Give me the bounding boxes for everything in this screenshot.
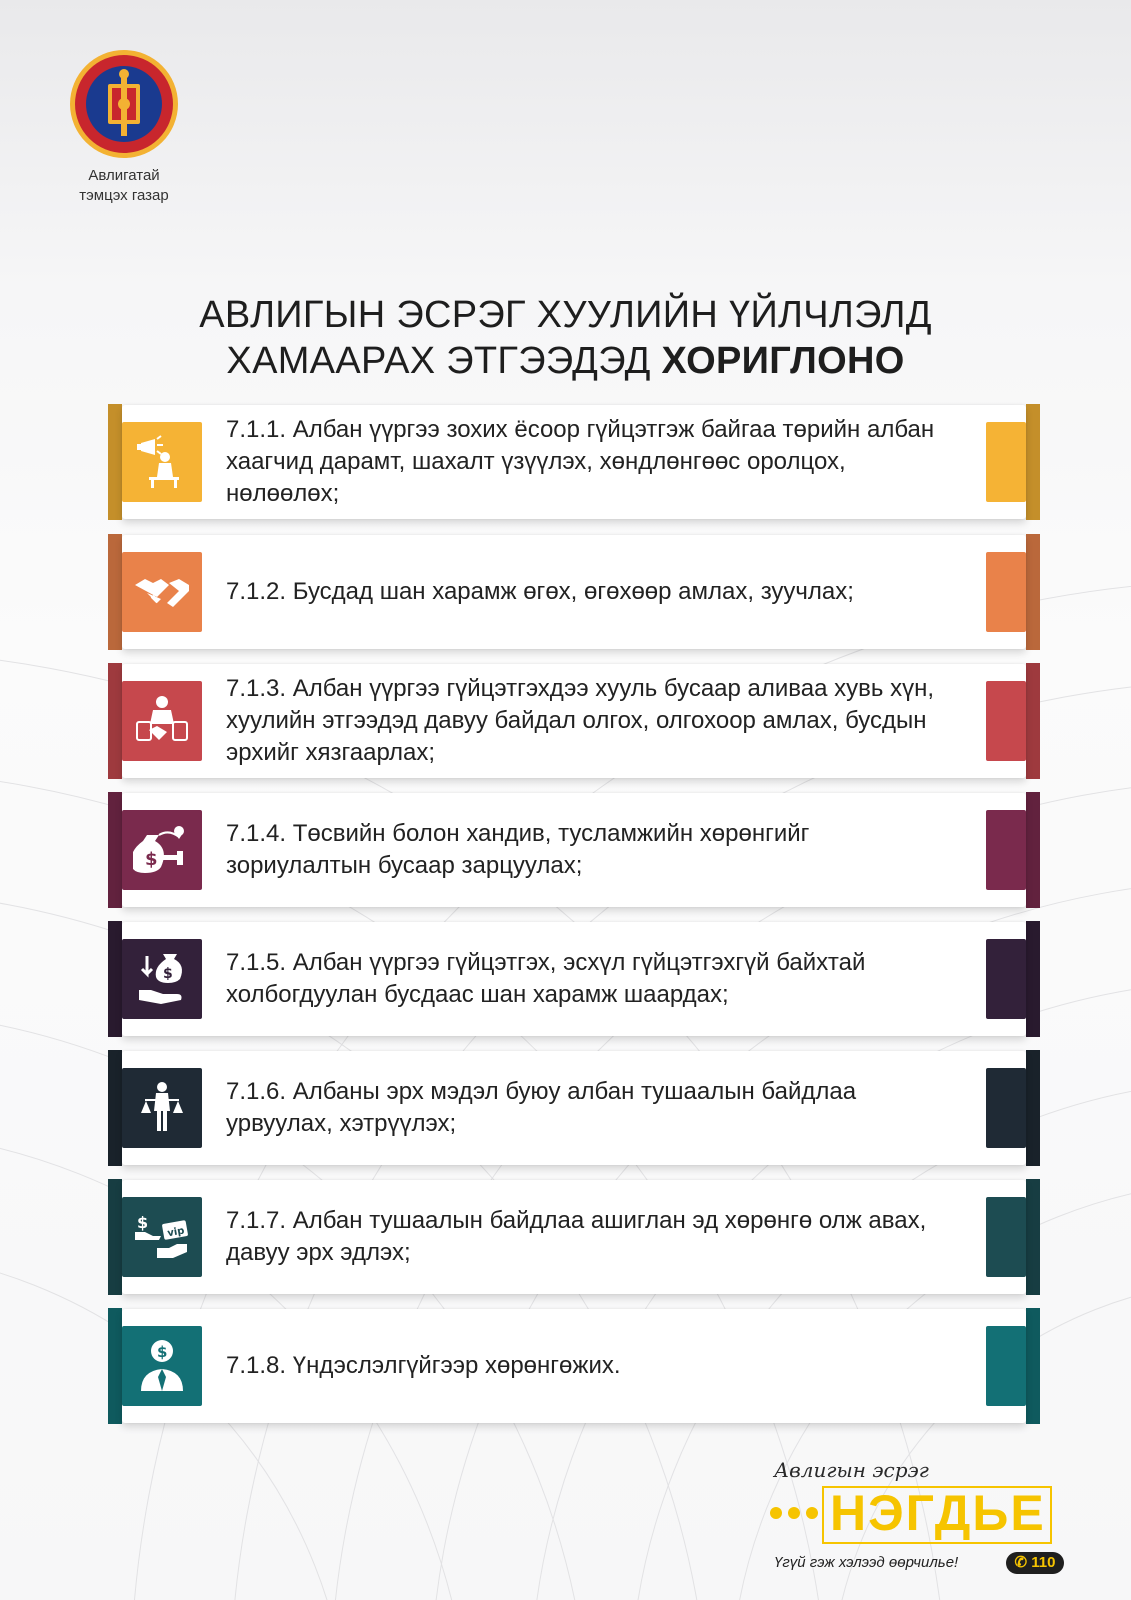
ribbon-left	[108, 792, 122, 908]
list-item	[108, 1309, 1040, 1423]
item-card	[122, 793, 1026, 907]
item-end-box	[986, 1326, 1026, 1406]
organization-name-line1: Авлигатай	[88, 167, 160, 184]
item-card	[122, 1180, 1026, 1294]
ribbon-left	[108, 663, 122, 779]
ribbon-right	[1026, 1050, 1040, 1166]
item-end-box	[986, 422, 1026, 502]
title-line2-regular: ХАМААРАХ ЭТГЭЭДЭД	[226, 340, 651, 382]
ribbon-left	[108, 1179, 122, 1295]
item-end-box	[986, 1197, 1026, 1277]
ribbon-left	[108, 921, 122, 1037]
brand-word: НЭГДЬЕ	[830, 1485, 1046, 1541]
item-icon-box	[122, 1326, 202, 1406]
ribbon-right	[1026, 404, 1040, 520]
ribbon-right	[1026, 663, 1040, 779]
ribbon-left	[108, 1050, 122, 1166]
ribbon-right	[1026, 792, 1040, 908]
organization-name	[64, 166, 184, 206]
item-card	[122, 535, 1026, 649]
title-line2	[0, 338, 1131, 384]
item-icon-box	[122, 939, 202, 1019]
hotline-badge	[1006, 1552, 1064, 1574]
item-icon-box	[122, 1068, 202, 1148]
money-bag-icon	[133, 821, 191, 879]
page-title	[0, 292, 1131, 384]
item-text: 7.1.3. Албан үүргээ гүйцэтгэхдээ хууль бусаар аливаа хувь хүн, хуулийн этгээдэд давуу байдал олгох, олгохоор амлах, бусдын эрхийг хязгаарлах;	[226, 675, 934, 766]
organization-logo	[64, 48, 184, 206]
item-end-box	[986, 1068, 1026, 1148]
ribbon-left	[108, 1308, 122, 1424]
item-text: 7.1.4. Төсвийн болон хандив, тусламжийн хөрөнгийг зориулалтын бусаар зарцуулах;	[226, 820, 810, 879]
handshake-icon	[133, 563, 191, 621]
item-text: 7.1.8. Үндэслэлгүйгээр хөрөнгөжих.	[226, 1352, 621, 1379]
title-line1: АВЛИГЫН ЭСРЭГ ХУУЛИЙН ҮЙЛЧЛЭЛД	[199, 294, 932, 336]
item-text: 7.1.2. Бусдад шан харамж өгөх, өгөхөөр амлах, зуучлах;	[226, 578, 854, 605]
item-icon-box	[122, 681, 202, 761]
item-icon-box	[122, 422, 202, 502]
organization-name-line2: тэмцэх газар	[79, 187, 169, 204]
bribe-demand-icon	[133, 950, 191, 1008]
list-item	[108, 793, 1040, 907]
item-end-box	[986, 552, 1026, 632]
svg-text:$: $	[157, 1343, 168, 1361]
campaign-brand	[770, 1458, 1070, 1578]
item-text: 7.1.7. Албан тушаалын байдлаа ашиглан эд хөрөнгө олж авах, давуу эрх эдлэх;	[226, 1207, 927, 1266]
item-text: 7.1.6. Албаны эрх мэдэл буюу албан тушаалын байдлаа урвуулах, хэтрүүлэх;	[226, 1078, 857, 1137]
ribbon-right	[1026, 1308, 1040, 1424]
item-text: 7.1.5. Албан үүргээ гүйцэтгэх, эсхүл гүйцэтгэхгүй байхтай холбогдуулан бусдаас шан харамж шаардах;	[226, 949, 866, 1008]
list-item	[108, 1051, 1040, 1165]
pressure-icon	[133, 433, 191, 491]
ribbon-left	[108, 534, 122, 650]
item-end-box	[986, 681, 1026, 761]
vip-icon	[133, 1208, 191, 1266]
svg-text:$: $	[145, 849, 158, 870]
item-end-box	[986, 939, 1026, 1019]
item-card	[122, 1051, 1026, 1165]
item-end-box	[986, 810, 1026, 890]
ribbon-right	[1026, 534, 1040, 650]
item-card	[122, 664, 1026, 778]
wealth-icon	[133, 1337, 191, 1395]
svg-text:$: $	[137, 1213, 149, 1232]
item-icon-box	[122, 1197, 202, 1277]
svg-text:$: $	[163, 966, 173, 982]
item-card	[122, 922, 1026, 1036]
scales-icon	[133, 1079, 191, 1137]
ribbon-right	[1026, 921, 1040, 1037]
brand-script: Авлигын эсрэг	[774, 1458, 929, 1482]
svg-text:vip: vip	[166, 1225, 186, 1240]
brand-slogan: Үгүй гэж хэлээд өөрчилье!	[774, 1554, 959, 1571]
hotline-number: 110	[1031, 1554, 1056, 1571]
item-icon-box	[122, 552, 202, 632]
item-card	[122, 1309, 1026, 1423]
ribbon-right	[1026, 1179, 1040, 1295]
ribbon-left	[108, 404, 122, 520]
list-item	[108, 405, 1040, 519]
state-emblem-icon	[68, 48, 180, 160]
item-text: 7.1.1. Албан үүргээ зохих ёсоор гүйцэтгэж байгаа төрийн албан хаагчид дарамт, шахалт үзүүлэх, хөндлөнгөөс оролцох, нөлөөлөх;	[226, 416, 935, 507]
list-item	[108, 664, 1040, 778]
list-item	[108, 922, 1040, 1036]
title-line2-bold: ХОРИГЛОНО	[661, 340, 905, 382]
privilege-icon	[133, 692, 191, 750]
list-item	[108, 1180, 1040, 1294]
item-icon-box	[122, 810, 202, 890]
brand-dots	[770, 1506, 824, 1524]
phone-icon: ✆	[1014, 1554, 1028, 1571]
list-item	[108, 535, 1040, 649]
item-card	[122, 405, 1026, 519]
